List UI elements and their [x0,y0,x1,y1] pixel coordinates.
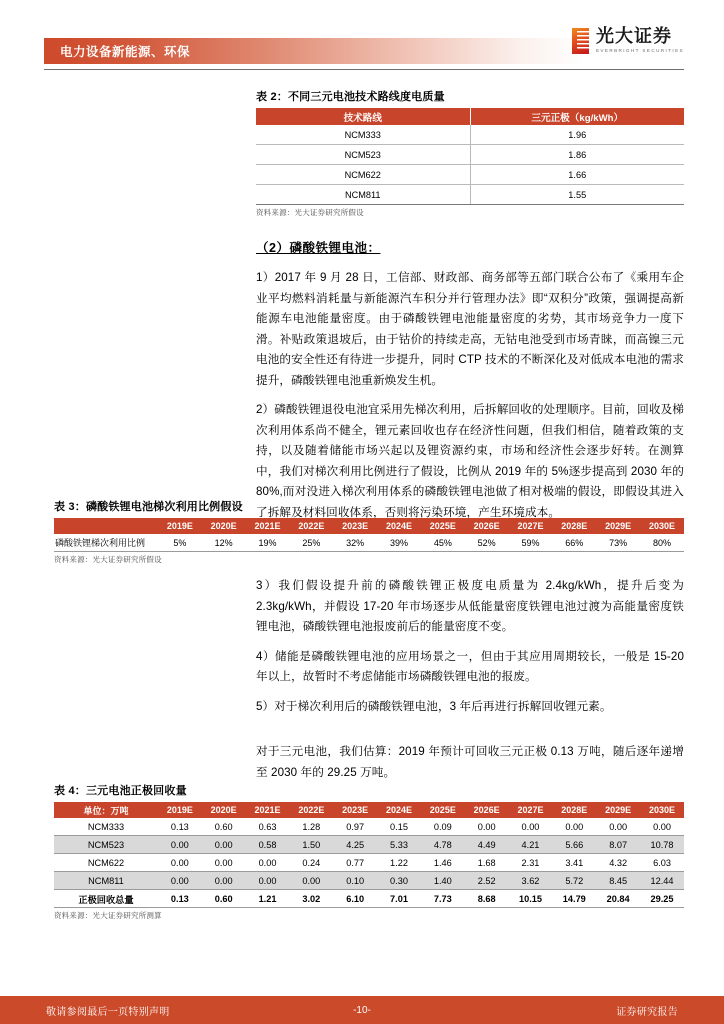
table3-v10: 73% [596,534,640,552]
table2-r1-c1: 1.86 [470,145,684,165]
table2-header-row [256,108,684,125]
table3-caption: 表 3：磷酸铁锂电池梯次利用比例假设 [54,501,243,513]
table4-r3-label: NCM811 [54,872,158,890]
table2-block [256,88,684,218]
table4-r1-v2: 0.58 [246,836,290,854]
table4-r3-v5: 0.30 [377,872,421,890]
table4-r2-v1: 0.00 [202,854,246,872]
table2-r0-c0: NCM333 [256,125,470,145]
table-row [54,836,684,854]
paragraph-4: 4）储能是磷酸铁锂电池的应用场景之一，但由于其应用周期较长，一般是 15-20 年以上，故暂时不考虑储能市场磷酸铁锂电池的报废。 [256,649,684,683]
table3 [54,518,684,552]
table4-r3-v9: 5.72 [552,872,596,890]
table4-r0-v8: 0.00 [509,818,553,836]
footer-report-type: 证券研究报告 [616,1006,678,1018]
table4-r0-v11: 0.00 [640,818,684,836]
table4-r0-v2: 0.63 [246,818,290,836]
table3-v2: 19% [246,534,290,552]
table4-corner: 单位：万吨 [54,802,158,818]
page-footer [0,996,724,1024]
table4-r4-v6: 7.73 [421,890,465,908]
table-row [54,534,684,552]
table3-col-4: 2023E [333,518,377,534]
table4-r1-v1: 0.00 [202,836,246,854]
table-row [54,872,684,890]
table4-r0-v9: 0.00 [552,818,596,836]
paragraph-1: 1）2017 年 9 月 28 日，工信部、财政部、商务部等五部门联合公布了《乘用车企业平均燃料消耗量与新能源汽车积分并行管理办法》即“双积分”政策，强调提高新能源车电池能量密度。由于磷酸铁锂电池能量密度的劣势，其市场竞争力一度下滑。补贴政策退坡后，由于钴价的持续走高，无钴电池受到市场青睐，而高镍三元电池的安全性还有待进一步提升，同时 CTP 技术的不断深化及对低成本电池的需求提升，磷酸铁锂电池重新焕发生机。 [256,271,684,387]
table4-col-10: 2029E [596,802,640,818]
table4-r0-v3: 1.28 [289,818,333,836]
table4-r4-v5: 7.01 [377,890,421,908]
table4-col-3: 2022E [289,802,333,818]
brand-wordmark [596,28,684,54]
table4-r3-v3: 0.00 [289,872,333,890]
table3-v4: 32% [333,534,377,552]
header-banner [44,38,584,64]
table4-r1-v8: 4.21 [509,836,553,854]
table4-r0-v0: 0.13 [158,818,202,836]
table4-r0-v4: 0.97 [333,818,377,836]
table4-r4-v1: 0.60 [202,890,246,908]
table4-r2-v3: 0.24 [289,854,333,872]
table4-r4-v2: 1.21 [246,890,290,908]
table-row [54,818,684,836]
table4-col-9: 2028E [552,802,596,818]
table4-r4-v3: 3.02 [289,890,333,908]
table-row [256,125,684,145]
table3-col-5: 2024E [377,518,421,534]
table3-col-9: 2028E [552,518,596,534]
table3-col-6: 2025E [421,518,465,534]
table4-caption: 表 4：三元电池正极回收量 [54,785,187,797]
table4-r1-v11: 10.78 [640,836,684,854]
table4-r4-label: 正极回收总量 [54,890,158,908]
table2-caption: 表 2：不同三元电池技术路线度电质量 [256,91,445,103]
paragraph-5: 5）对于梯次利用后的磷酸铁锂电池，3 年后再进行拆解回收锂元素。 [256,699,612,713]
table4-col-2: 2021E [246,802,290,818]
table4-source: 资料来源：光大证券研究所测算 [54,911,162,920]
table2-r2-c1: 1.66 [470,165,684,185]
table4-r4-v0: 0.13 [158,890,202,908]
section-heading: （2）磷酸铁锂电池： [256,241,381,255]
header-divider [44,69,684,70]
table4-header-row [54,802,684,818]
brand-name-en: EVERBRIGHT SECURITIES [595,48,684,54]
table4-col-11: 2030E [640,802,684,818]
table3-col-7: 2026E [465,518,509,534]
table4-r1-v10: 8.07 [596,836,640,854]
table4-col-4: 2023E [333,802,377,818]
table4-r4-v8: 10.15 [509,890,553,908]
table4-r2-v11: 6.03 [640,854,684,872]
table4-r3-v2: 0.00 [246,872,290,890]
table3-col-11: 2030E [640,518,684,534]
table4-r3-v8: 3.62 [509,872,553,890]
table4-r4-v4: 6.10 [333,890,377,908]
table4-r2-v4: 0.77 [333,854,377,872]
table4-r0-v5: 0.15 [377,818,421,836]
table3-col-1: 2020E [202,518,246,534]
table4-col-5: 2024E [377,802,421,818]
table4-r4-v10: 20.84 [596,890,640,908]
table4-r1-v4: 4.25 [333,836,377,854]
page-number: -10- [353,1004,371,1016]
table4-r2-v2: 0.00 [246,854,290,872]
table4-r2-v5: 1.22 [377,854,421,872]
page-header [0,0,724,76]
footer-disclaimer: 敬请参阅最后一页特别声明 [46,1006,170,1018]
table4-r2-v10: 4.32 [596,854,640,872]
paragraph-3: 3）我们假设提升前的磷酸铁锂正极度电质量为 2.4kg/kWh，提升后变为 2.3kg/kWh，并假设 17-20 年市场逐步从低能量密度铁锂电池过渡为高能量密度铁锂电池，磷酸铁锂电池报废前后的能量密度不变。 [256,579,684,633]
table4-block [54,782,684,921]
table4-r3-v0: 0.00 [158,872,202,890]
table2-r3-c0: NCM811 [256,185,470,205]
paragraph-6: 对于三元电池，我们估算：2019 年预计可回收三元正极 0.13 万吨，随后逐年递增至 2030 年的 29.25 万吨。 [256,745,684,779]
table4 [54,802,684,908]
table4-r4-v7: 8.68 [465,890,509,908]
paragraph-2: 2）磷酸铁锂退役电池宜采用先梯次利用，后拆解回收的处理顺序。目前，回收及梯次利用体系尚不健全，锂元素回收也存在经济性问题，但我们相信，随着政策的支持，以及随着储能市场兴起以及锂资源约束，市场和经济性会逐步好转。在测算中，我们对梯次利用比例进行了假设，比例从 2019 年的 5%逐步提高到 2030 年的80%,而对没进入梯次利用体系的磷酸铁锂电池做了相对极端的假设，即假设其进入了拆解及材料回收体系，否则将污染环境，产生环境成本。 [256,403,684,519]
table3-v7: 52% [465,534,509,552]
table3-v11: 80% [640,534,684,552]
table4-r3-v10: 8.45 [596,872,640,890]
table2-r1-c0: NCM523 [256,145,470,165]
header-banner-label: 电力设备新能源、环保 [60,45,191,59]
table4-r1-v6: 4.78 [421,836,465,854]
table-row-total [54,890,684,908]
table3-v5: 39% [377,534,421,552]
table3-row-label: 磷酸铁锂梯次利用比例 [54,534,158,552]
table-row [256,185,684,205]
table3-block [54,498,684,565]
table4-r0-v7: 0.00 [465,818,509,836]
table3-corner [54,518,158,534]
table4-r3-v11: 12.44 [640,872,684,890]
table3-v8: 59% [509,534,553,552]
table4-r2-v6: 1.46 [421,854,465,872]
section-assumptions-block [256,576,684,783]
table4-r3-v4: 0.10 [333,872,377,890]
table3-col-2: 2021E [246,518,290,534]
table4-r1-v9: 5.66 [552,836,596,854]
table4-r2-v8: 2.31 [509,854,553,872]
table4-col-6: 2025E [421,802,465,818]
table4-r1-v5: 5.33 [377,836,421,854]
brand-logo [572,28,684,54]
table3-v3: 25% [289,534,333,552]
table4-r3-v6: 1.40 [421,872,465,890]
table3-header-row [54,518,684,534]
table4-r1-v3: 1.50 [289,836,333,854]
table3-col-10: 2029E [596,518,640,534]
table2 [256,108,684,205]
table3-v6: 45% [421,534,465,552]
table2-r0-c1: 1.96 [470,125,684,145]
table3-col-8: 2027E [509,518,553,534]
table3-source: 资料来源：光大证券研究所假设 [54,555,162,564]
everbright-logo-icon [572,28,589,54]
table4-col-0: 2019E [158,802,202,818]
table2-source: 资料来源：光大证券研究所假设 [256,208,364,217]
table3-v1: 12% [202,534,246,552]
table4-r1-label: NCM523 [54,836,158,854]
table4-r1-v7: 4.49 [465,836,509,854]
table4-r2-label: NCM622 [54,854,158,872]
table4-col-7: 2026E [465,802,509,818]
section-lfp-block [256,238,684,523]
table4-col-1: 2020E [202,802,246,818]
table3-col-0: 2019E [158,518,202,534]
table2-col-0: 技术路线 [256,108,470,125]
table4-r3-v1: 0.00 [202,872,246,890]
table-row [256,145,684,165]
table4-r0-v10: 0.00 [596,818,640,836]
table4-r3-v7: 2.52 [465,872,509,890]
table-row [256,165,684,185]
table3-col-3: 2022E [289,518,333,534]
table4-r2-v0: 0.00 [158,854,202,872]
brand-name-cn: 光大证券 [595,26,672,48]
table3-v9: 66% [552,534,596,552]
table4-r2-v9: 3.41 [552,854,596,872]
table4-r0-v1: 0.60 [202,818,246,836]
table4-r0-label: NCM333 [54,818,158,836]
table2-r2-c0: NCM622 [256,165,470,185]
table-row [54,854,684,872]
table2-col-1: 三元正极（kg/kWh） [470,108,684,125]
table4-r0-v6: 0.09 [421,818,465,836]
table4-r1-v0: 0.00 [158,836,202,854]
table4-col-8: 2027E [509,802,553,818]
table2-r3-c1: 1.55 [470,185,684,205]
table4-r4-v11: 29.25 [640,890,684,908]
table4-r4-v9: 14.79 [552,890,596,908]
table3-v0: 5% [158,534,202,552]
table4-r2-v7: 1.68 [465,854,509,872]
